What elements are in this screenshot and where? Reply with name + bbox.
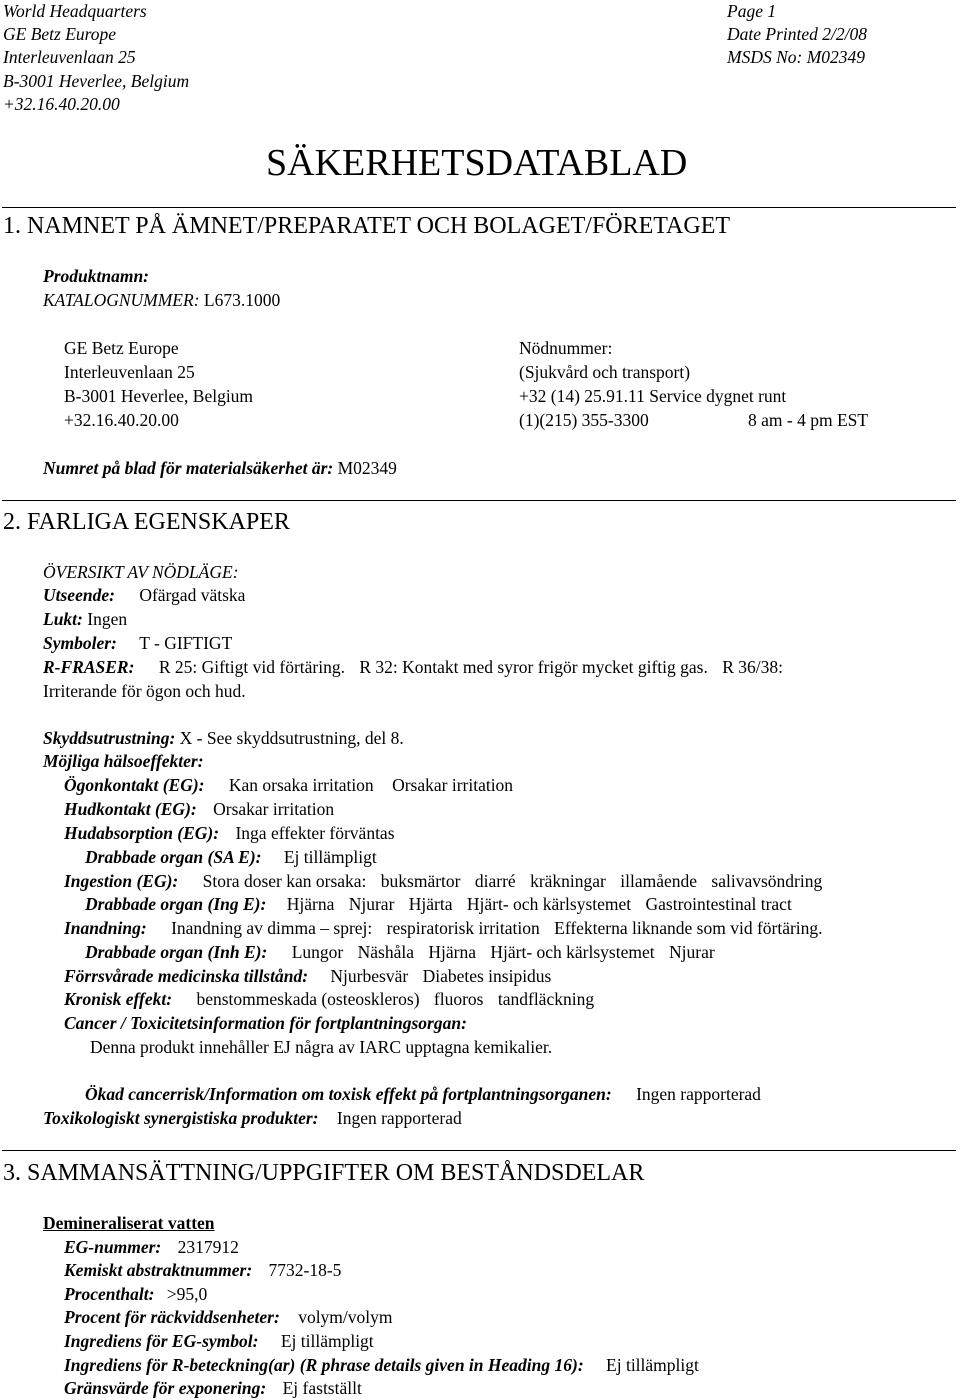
target-organs-inh-label: Drabbade organ (Inh E): (85, 942, 268, 962)
exposure-limit-value: Ej fastställt (282, 1378, 362, 1398)
target-organ: Hjärt- och kärlsystemet (490, 942, 655, 962)
target-organs-ing-label: Drabbade organ (Ing E): (85, 894, 267, 914)
exposure-limit-label: Gränsvärde för exponering: (64, 1378, 267, 1398)
header-street: Interleuvenlaan 25 (3, 47, 136, 67)
r3638: R 36/38: (722, 657, 783, 677)
ingredient-name: Demineraliserat vatten (43, 1213, 215, 1233)
target-organ: Hjärt- och kärlsystemet (466, 894, 632, 914)
inhalation-value: respiratorisk irritation (386, 918, 540, 938)
header-company: GE Betz Europe (3, 24, 117, 44)
product-name-label: Produktnamn: (43, 266, 149, 286)
eye-contact-value-2: Orsakar irritation (392, 775, 514, 795)
ppe-line (43, 727, 404, 749)
header-hq: World Headquarters (3, 1, 147, 21)
target-organ: Gastrointestinal tract (645, 894, 792, 914)
inhalation-value: Inandning av dimma – sprej: (171, 918, 373, 938)
r-phrase-ingredient-line (64, 1354, 699, 1376)
r25: R 25: Giftigt vid förtäring. (158, 657, 345, 677)
emergency-overview-label: ÖVERSIKT AV NÖDLÄGE: (43, 562, 239, 582)
cas-number-label: Kemiskt abstraktnummer: (64, 1260, 253, 1280)
exposure-limit-line (64, 1377, 362, 1399)
emergency-scope: (Sjukvård och transport) (519, 362, 691, 382)
ingestion-value: diarré (474, 871, 516, 891)
target-organ: Hjärta (408, 894, 453, 914)
cancer-risk-value: Ingen rapporterad (636, 1084, 761, 1104)
percent-label: Procenthalt: (64, 1284, 155, 1304)
aggravated-conditions-line (64, 965, 551, 987)
r32: R 32: Kontakt med syror frigör mycket giftig gas. (359, 657, 708, 677)
percent-unit-label: Procent för räckviddsenheter: (64, 1307, 280, 1327)
cas-number-value: 7732-18-5 (268, 1260, 342, 1280)
company-name: GE Betz Europe (64, 338, 179, 358)
msds-number-value: M02349 (337, 458, 397, 478)
target-organs-inh-line (85, 941, 715, 963)
document-title: SÄKERHETSDATABLAD (266, 142, 688, 184)
aggravated-condition: Njurbesvär (330, 966, 409, 986)
target-organs-ing-line (85, 893, 792, 915)
section-3-heading: 3. SAMMANSÄTTNING/UPPGIFTER OM BESTÅNDSDELAR (3, 1160, 645, 1186)
divider (2, 500, 956, 501)
ec-number-line (64, 1236, 239, 1258)
target-organ: Hjärna (428, 942, 476, 962)
header-msds-no: MSDS No: M02349 (727, 47, 866, 67)
ec-symbol-label: Ingrediens för EG-symbol: (64, 1331, 259, 1351)
ingestion-value: salivavsöndring (711, 871, 823, 891)
msds-number-line (43, 457, 397, 479)
catalog-value: L673.1000 (203, 290, 281, 310)
symbols-line (43, 632, 232, 654)
cancer-risk-label: Ökad cancerrisk/Information om toxisk effekt på fortplantningsorganen: (85, 1084, 612, 1104)
aggravated-conditions-label: Förrsvårade medicinska tillstånd: (64, 966, 309, 986)
msds-number-label: Numret på blad för materialsäkerhet är: (43, 458, 334, 478)
percent-unit-value: volym/volym (298, 1307, 393, 1327)
divider (2, 1150, 956, 1151)
emergency-hours: 8 am - 4 pm EST (748, 410, 869, 430)
header-city: B-3001 Heverlee, Belgium (3, 71, 190, 91)
target-organ: Njurar (348, 894, 395, 914)
appearance-line (43, 584, 245, 606)
ingestion-value: buksmärtor (380, 871, 461, 891)
health-effects-label: Möjliga hälsoeffekter: (43, 751, 204, 771)
appearance-label: Utseende: (43, 585, 115, 605)
target-organ: Lungor (291, 942, 344, 962)
chronic-effect-value: benstommeskada (osteoskleros) (196, 989, 420, 1009)
ec-number-value: 2317912 (177, 1237, 239, 1257)
emergency-phone-eu: +32 (14) 25.91.11 Service dygnet runt (519, 386, 787, 406)
r-phrase-ingredient-value: Ej tillämpligt (606, 1355, 699, 1375)
emergency-phone-us: (1)(215) 355-3300 (519, 410, 649, 430)
section-2-heading: 2. FARLIGA EGENSKAPER (3, 509, 290, 535)
synergistic-label: Toxikologiskt synergistiska produkter: (43, 1108, 319, 1128)
odor-value: Ingen (87, 609, 128, 629)
odor-label: Lukt: (43, 609, 83, 629)
company-phone: +32.16.40.20.00 (64, 410, 179, 430)
catalog-number (43, 289, 280, 311)
symbols-label: Symboler: (43, 633, 117, 653)
r-phrase-ingredient-label: Ingrediens för R-beteckning(ar) (R phrase details given in Heading 16): (64, 1355, 584, 1375)
eye-contact-label: Ögonkontakt (EG): (64, 775, 205, 795)
chronic-effect-value: fluoros (433, 989, 484, 1009)
skin-absorption-value: Inga effekter förväntas (235, 823, 395, 843)
ingestion-value: illamående (620, 871, 698, 891)
ppe-value: X - See skyddsutrustning, del 8. (179, 728, 404, 748)
skin-contact-label: Hudkontakt (EG): (64, 799, 197, 819)
odor-line (43, 608, 127, 630)
r3638-text: Irriterande för ögon och hud. (43, 681, 246, 701)
eye-contact-line (64, 774, 513, 796)
symbols-value: T - GIFTIGT (139, 633, 233, 653)
skin-absorption-label: Hudabsorption (EG): (64, 823, 220, 843)
target-organ: Hjärna (286, 894, 335, 914)
target-organs-sa-label: Drabbade organ (SA E): (85, 847, 262, 867)
cancer-risk-line (85, 1083, 761, 1105)
skin-absorption-line (64, 822, 395, 844)
cancer-info-label: Cancer / Toxicitetsinformation för fortplantningsorgan: (64, 1013, 467, 1033)
ingestion-value: kräkningar (530, 871, 606, 891)
inhalation-line (64, 917, 823, 939)
target-organ: Njurar (669, 942, 715, 962)
percent-value: >95,0 (166, 1284, 208, 1304)
chronic-effect-label: Kronisk effekt: (64, 989, 173, 1009)
section-1-heading: 1. NAMNET PÅ ÄMNET/PREPARATET OCH BOLAGET/FÖRETAGET (3, 213, 731, 239)
r-phrases-label: R-FRASER: (43, 657, 135, 677)
ingestion-value: Stora doser kan orsaka: (202, 871, 367, 891)
appearance-value: Ofärgad vätska (139, 585, 246, 605)
eye-contact-value-1: Kan orsaka irritation (228, 775, 374, 795)
ec-number-label: EG-nummer: (64, 1237, 162, 1257)
skin-contact-line (64, 798, 334, 820)
chronic-effect-value: tandfläckning (497, 989, 595, 1009)
ingestion-line (64, 870, 822, 892)
target-organs-sa-value: Ej tillämpligt (283, 847, 377, 867)
company-street: Interleuvenlaan 25 (64, 362, 195, 382)
ppe-label: Skyddsutrustning: (43, 728, 176, 748)
header-date-printed: Date Printed 2/2/08 (727, 24, 867, 44)
r-phrases-line (43, 656, 783, 678)
divider (2, 207, 956, 208)
percent-line (64, 1283, 207, 1305)
target-organs-sa-line (85, 846, 377, 868)
inhalation-value: Effekterna liknande som vid förtäring. (554, 918, 823, 938)
target-organ: Näshåla (357, 942, 414, 962)
ingestion-label: Ingestion (EG): (64, 871, 179, 891)
header-phone: +32.16.40.20.00 (3, 94, 120, 114)
inhalation-label: Inandning: (64, 918, 147, 938)
emergency-label: Nödnummer: (519, 338, 613, 358)
percent-unit-line (64, 1306, 393, 1328)
catalog-label: KATALOGNUMMER: (43, 290, 200, 310)
chronic-effect-line (64, 988, 594, 1010)
header-page: Page 1 (727, 1, 777, 21)
company-city: B-3001 Heverlee, Belgium (64, 386, 254, 406)
synergistic-value: Ingen rapporterad (336, 1108, 462, 1128)
ec-symbol-value: Ej tillämpligt (280, 1331, 374, 1351)
ec-symbol-line (64, 1330, 374, 1352)
cancer-info-value: Denna produkt innehåller EJ några av IARC upptagna kemikalier. (90, 1037, 553, 1057)
cas-number-line (64, 1259, 341, 1281)
aggravated-condition: Diabetes insipidus (422, 966, 552, 986)
skin-contact-value: Orsakar irritation (213, 799, 335, 819)
synergistic-line (43, 1107, 462, 1129)
